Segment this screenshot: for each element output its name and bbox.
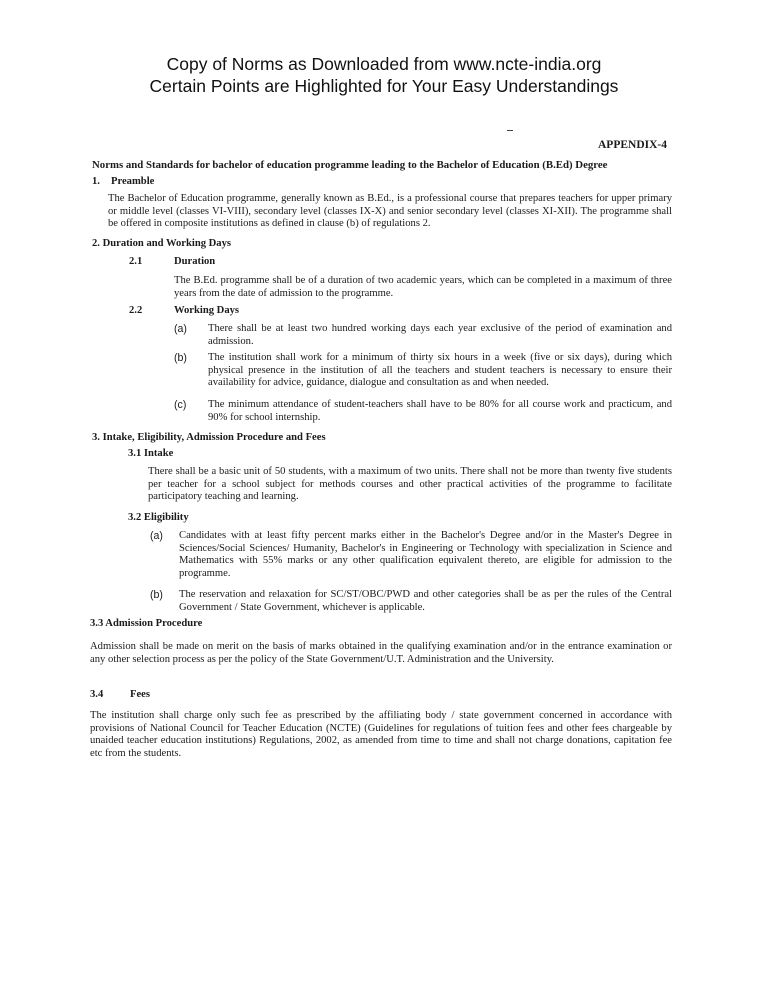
section-3-3-text: Admission shall be made on merit on the basis of marks obtained in the qualifying examination and/or in the entrance examination or any other selection process as per the policy of the State Government/U.T. Administration and the University. <box>90 641 672 665</box>
section-1-heading: Preamble <box>111 176 155 187</box>
section-3-2-heading: 3.2 Eligibility <box>128 512 189 523</box>
item-2-2-c-text: The minimum attendance of student-teachers shall have to be 80% for all course work and practicum, and 90% for school internship. <box>208 399 672 423</box>
section-3-heading: 3. Intake, Eligibility, Admission Procedure and Fees <box>92 432 326 443</box>
item-2-2-b-text: The institution shall work for a minimum of thirty six hours in a week (five or six days), during which physical presence in the institution of all the teachers and student teachers is necessary to ensure their availability for advice, guidance, dialogue and consultation as and when needed. <box>208 352 672 389</box>
section-3-1-text: There shall be a basic unit of 50 students, with a maximum of two units. There shall not be more than twenty five students per teacher for a school subject for methods courses and other practical activities of the programme to facilitate participatory teaching and learning. <box>148 466 672 503</box>
item-2-2-a-label: (a) <box>174 323 187 335</box>
item-2-2-a-text: There shall be at least two hundred working days each year exclusive of the period of examination and admission. <box>208 323 672 347</box>
section-3-4-text: The institution shall charge only such fee as prescribed by the affiliating body / state government concerned in accordance with provisions of National Council for Teacher Education (NCTE) (Guidelines for regulations of tuition fees and other fees chargeable by unaided teacher education institutions) Regulations, 2002, as amended from time to time and shall not charge donations, capitation fee etc from the students. <box>90 710 672 759</box>
section-3-1-heading: 3.1 Intake <box>128 448 174 459</box>
section-2-1-text: The B.Ed. programme shall be of a duration of two academic years, which can be completed in a maximum of three years from the date of admission to the programme. <box>174 275 672 299</box>
header-line-2: Certain Points are Highlighted for Your Easy Understandings <box>149 76 619 96</box>
section-2-2-heading: Working Days <box>174 305 240 316</box>
scan-mark <box>507 130 513 131</box>
item-2-2-c-label: (c) <box>174 399 187 411</box>
section-2-1-number: 2.1 <box>129 256 143 267</box>
section-3-4-heading: Fees <box>130 689 150 700</box>
section-2-heading: 2. Duration and Working Days <box>92 238 232 249</box>
header-line-1: Copy of Norms as Downloaded from www.ncte-india.org <box>166 54 602 74</box>
section-3-3-heading: 3.3 Admission Procedure <box>90 618 203 629</box>
section-2-2-number: 2.2 <box>129 305 143 316</box>
section-1-text: The Bachelor of Education programme, generally known as B.Ed., is a professional course that prepares teachers for upper primary or middle level (classes VI-VIII), secondary level (classes IX-X) and senior secondary level (classes XI-XII). The programme shall be offered in composite institutions as defined in clause (b) of regulations 2. <box>108 193 672 230</box>
document-title: Norms and Standards for bachelor of education programme leading to the Bachelor of Education (B.Ed) Degree <box>92 159 608 171</box>
section-2-1-heading: Duration <box>174 256 216 267</box>
item-3-2-b-text: The reservation and relaxation for SC/ST/OBC/PWD and other categories shall be as per the rules of the Central Government / State Government, whichever is applicable. <box>179 589 672 613</box>
appendix-label: APPENDIX-4 <box>598 139 667 151</box>
item-3-2-a-label: (a) <box>150 530 163 542</box>
item-3-2-a-text: Candidates with at least fifty percent marks either in the Bachelor's Degree and/or in the Master's Degree in Sciences/Social Sciences/ Humanity, Bachelor's in Engineering or Technology with specialization in Science and Mathematics with 55% marks or any other qualification equivalent thereto, are eligible for admission to the programme. <box>179 530 672 579</box>
item-3-2-b-label: (b) <box>150 589 163 601</box>
section-1-number: 1. <box>92 176 100 187</box>
item-2-2-b-label: (b) <box>174 352 187 364</box>
section-3-4-number: 3.4 <box>90 689 104 700</box>
